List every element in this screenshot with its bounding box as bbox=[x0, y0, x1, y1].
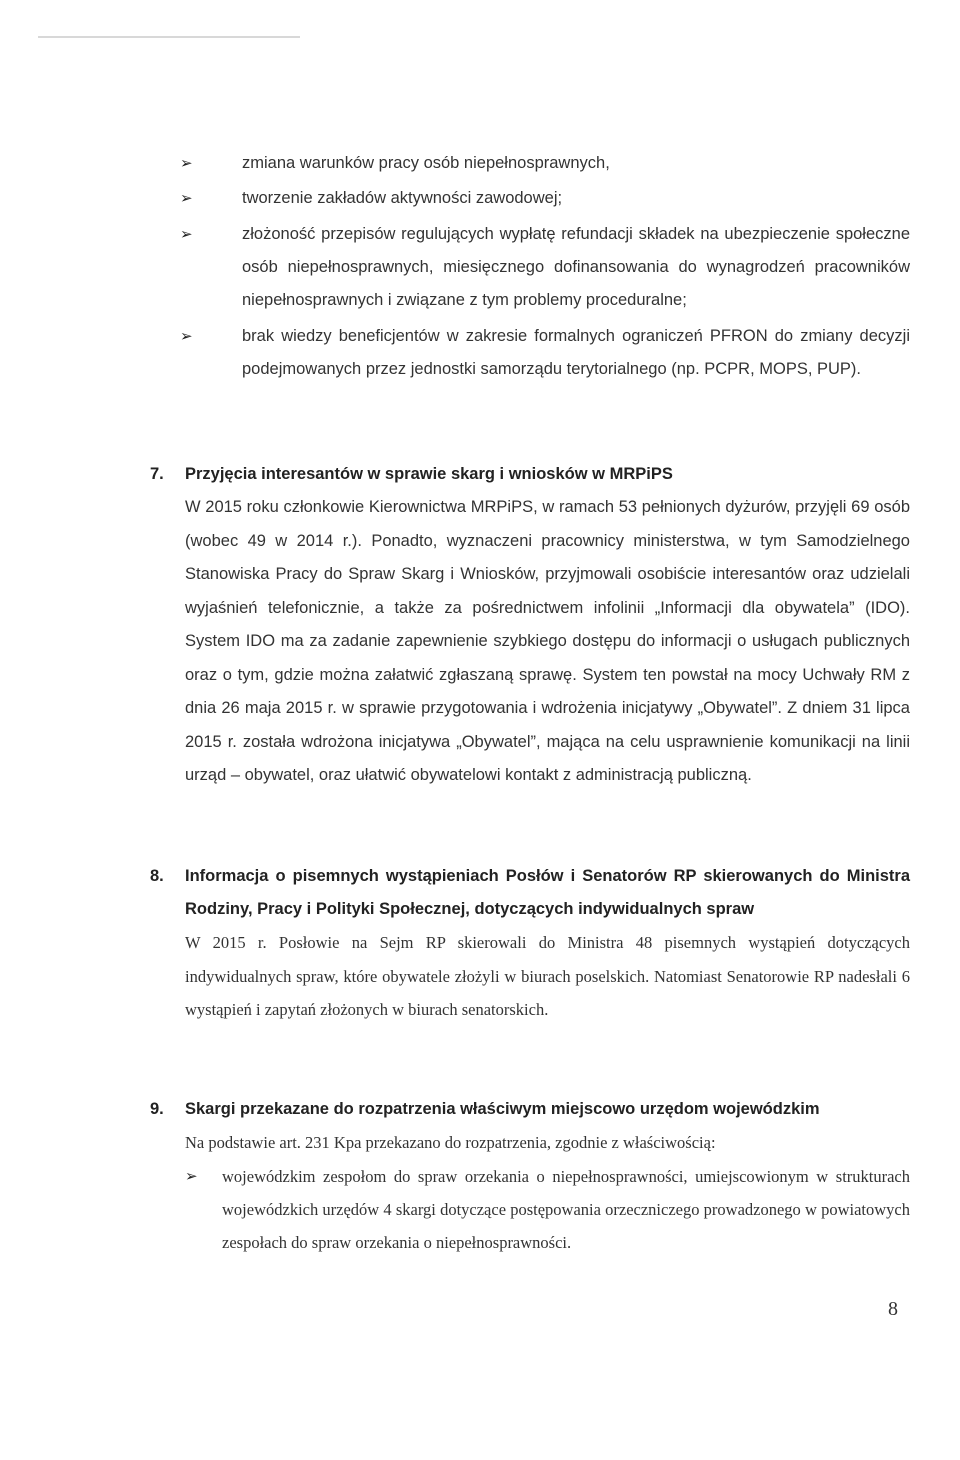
section-heading: Informacja o pisemnych wystąpieniach Posłów i Senatorów RP skierowanych do Ministra Rodziny, Pracy i Polityki Społecznej, dotyczących indywidualnych spraw bbox=[185, 867, 910, 918]
arrow-bullet-icon: ➢ bbox=[180, 154, 193, 172]
list-item bbox=[180, 320, 910, 386]
section-heading: Skargi przekazane do rozpatrzenia właściwym miejscowo urzędom wojewódzkim bbox=[185, 1100, 820, 1118]
list-item-text: zmiana warunków pracy osób niepełnosprawnych, bbox=[242, 154, 610, 172]
list-item bbox=[180, 147, 910, 180]
section-body: Na podstawie art. 231 Kpa przekazano do rozpatrzenia, zgodnie z właściwością: bbox=[185, 1133, 716, 1152]
arrow-bullet-icon: ➢ bbox=[180, 189, 193, 207]
arrow-bullet-icon: ➢ bbox=[185, 1166, 198, 1185]
list-item bbox=[180, 182, 910, 215]
list-item-text: tworzenie zakładów aktywności zawodowej; bbox=[242, 189, 563, 207]
list-item-text: wojewódzkim zespołom do spraw orzekania o niepełnosprawności, umiejscowionym w strukturach wojewódzkich urzędów 4 skargi dotyczące postępowania orzeczniczego prowadzonego w powiatowych zespołach do spraw orzekania o niepełnosprawności. bbox=[222, 1166, 910, 1252]
page-number: 8 bbox=[888, 1298, 898, 1320]
arrow-bullet-icon: ➢ bbox=[180, 327, 193, 345]
header-rule bbox=[38, 36, 300, 38]
arrow-bullet-icon: ➢ bbox=[180, 225, 193, 243]
section-number: 9. bbox=[150, 1100, 164, 1118]
section-body: W 2015 roku członkowie Kierownictwa MRPiPS, w ramach 53 pełnionych dyżurów, przyjęli 69 osób (wobec 49 w 2014 r.). Ponadto, wyznaczeni pracownicy ministerstwa, w tym Samodzielnego Stanowiska Pracy do Spraw Skarg i Wniosków, przyjmowali osobiście interesantów oraz udzielali wyjaśnień telefonicznie, a także za pośrednictwem infolinii „Informacji dla obywatela” (IDO). System IDO ma za zadanie zapewnienie szybkiego dostępu do informacji o usługach publicznych oraz o tym, gdzie można załatwić zgłaszaną sprawę. System ten powstał na mocy Uchwały RM z dnia 26 maja 2015 r. w sprawie przygotowania i wdrożenia inicjatywy „Obywatel”. Z dniem 31 lipca 2015 r. została wdrożona inicjatywa „Obywatel”, mająca na celu usprawnienie komunikacji na linii urząd – obywatel, oraz ułatwić obywatelowi kontakt z administracją publiczną. bbox=[185, 498, 910, 784]
list-item bbox=[180, 218, 910, 317]
list-item bbox=[185, 1160, 910, 1259]
section-7 bbox=[150, 458, 910, 793]
section-number: 8. bbox=[150, 867, 164, 885]
list-item-text: złożoność przepisów regulujących wypłatę refundacji składek na ubezpieczenie społeczne osób niepełnosprawnych, miesięcznego dofinansowania do wynagrodzeń pracowników niepełnosprawnych i związane z tym problemy proceduralne; bbox=[242, 225, 910, 309]
section-9 bbox=[150, 1093, 910, 1259]
section-heading: Przyjęcia interesantów w sprawie skarg i wniosków w MRPiPS bbox=[185, 465, 673, 483]
section-8 bbox=[150, 860, 910, 1027]
list-item-text: brak wiedzy beneficjentów w zakresie formalnych ograniczeń PFRON do zmiany decyzji podejmowanych przez jednostki samorządu terytorialnego (np. PCPR, MOPS, PUP). bbox=[242, 327, 910, 378]
section-body: W 2015 r. Posłowie na Sejm RP skierowali do Ministra 48 pisemnych wystąpień dotyczących indywidualnych spraw, które obywatele złożyli w biurach poselskich. Natomiast Senatorowie RP nadesłali 6 wystąpień i zapytań złożonych w biurach senatorskich. bbox=[185, 933, 910, 1019]
section-number: 7. bbox=[150, 465, 164, 483]
